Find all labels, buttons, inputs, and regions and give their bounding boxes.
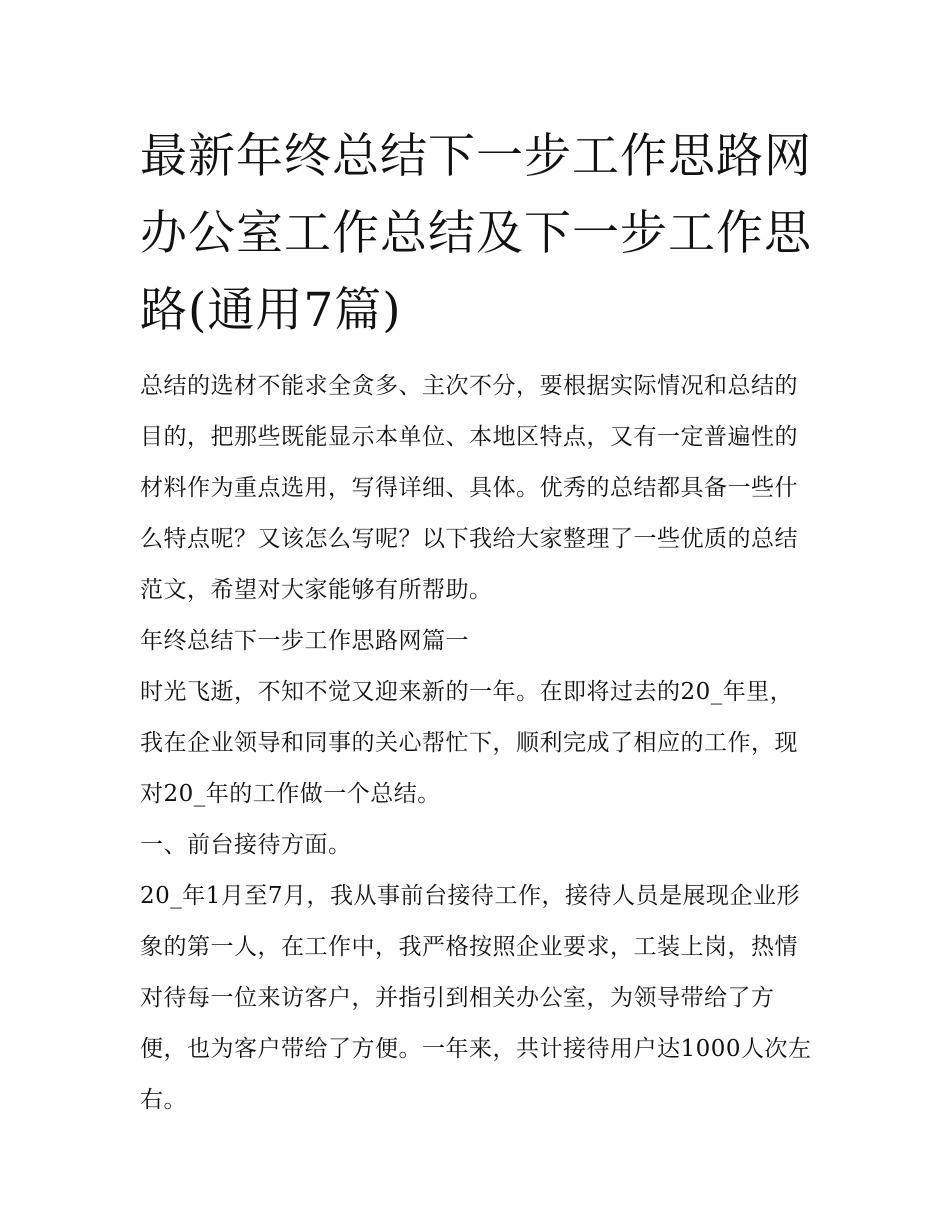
document-content [140, 118, 812, 1126]
section-heading-1: 年终总结下一步工作思路网篇一 [140, 628, 469, 654]
subsection-heading-1: 一、前台接待方面。 [140, 832, 352, 858]
body-paragraph-2: 20_年1月至7月，我从事前台接待工作，接待人员是展现企业形象的第一人，在工作中，我严格按照企业要求，工装上岗，热情对待每一位来访客户，并指引到相关办公室，为领导带给了方便，也为客户带给了方便。一年来，共计接待用户达1000人次左右。 [140, 883, 812, 1113]
intro-paragraph: 总结的选材不能求全贪多、主次不分，要根据实际情况和总结的目的，把那些既能显示本单位、本地区特点，又有一定普遍性的材料作为重点选用，写得详细、具体。优秀的总结都具备一些什么特点呢？又该怎么写呢？以下我给大家整理了一些优质的总结范文，希望对大家能够有所帮助。 [140, 373, 798, 603]
document-body [140, 361, 812, 1126]
document-title: 最新年终总结下一步工作思路网 办公室工作总结及下一步工作思路(通用7篇) [140, 129, 812, 338]
body-paragraph-1: 时光飞逝，不知不觉又迎来新的一年。在即将过去的20_年里，我在企业领导和同事的关心帮忙下，顺利完成了相应的工作，现对20_年的工作做一个总结。 [140, 679, 798, 807]
